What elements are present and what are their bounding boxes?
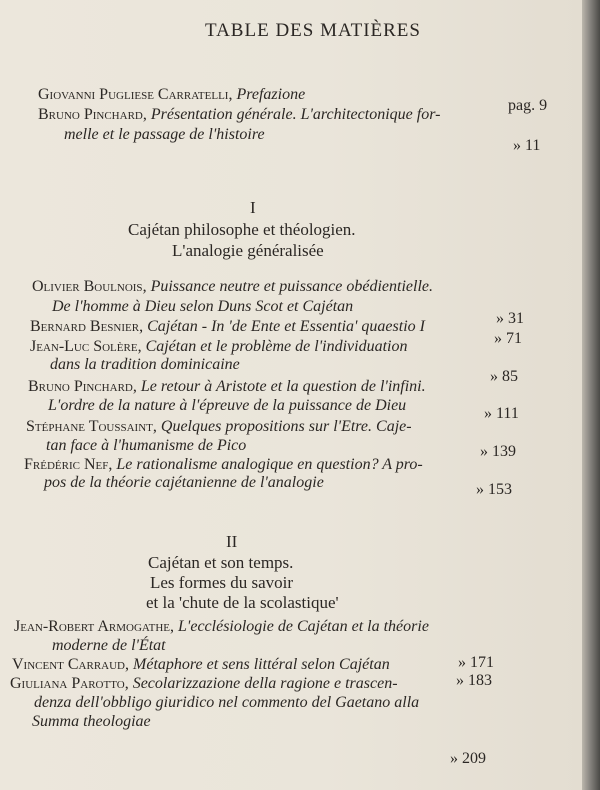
section-heading: et la 'chute de la scolastique' — [146, 593, 339, 612]
entry-title-cont: Summa theologiae — [32, 713, 151, 730]
section-heading: Les formes du savoir — [150, 573, 294, 592]
toc-entry: Bruno Pinchard, Le retour à Aristote et la question de l'infini. — [28, 378, 426, 395]
entry-title: L'ecclésiologie de Cajétan et la théorie — [178, 618, 429, 635]
section-heading: Cajétan et son temps. — [148, 553, 294, 572]
entry-title-cont: moderne de l'État — [52, 637, 166, 654]
entry-title: Cajétan - In 'de Ente et Essentia' quaestio I — [147, 318, 425, 335]
entry-title-cont: De l'homme à Dieu selon Duns Scot et Cajétan — [52, 298, 354, 315]
entry-author: Jean-Luc Solère — [30, 338, 138, 355]
entry-author: Vincent Carraud — [12, 656, 126, 673]
toc-entry: Giuliana Parotto, Secolarizzazione della ragione e trascen- — [10, 675, 398, 692]
entry-author: Giuliana Parotto — [10, 675, 125, 692]
page-number: » 183 — [456, 672, 492, 689]
page-number: » 171 — [458, 654, 494, 671]
page-number: pag. 9 — [508, 97, 548, 114]
toc-entry: Jean-Luc Solère, Cajétan et le problème de l'individuation — [30, 338, 408, 355]
entry-title-cont: melle et le passage de l'histoire — [64, 126, 265, 143]
entry-title-cont: denza dell'obbligo giuridico nel commento del Gaetano alla — [34, 694, 420, 711]
toc-entry: Jean-Robert Armogathe, L'ecclésiologie de Cajétan et la théorie — [14, 618, 429, 635]
entry-title: Cajétan et le problème de l'individuation — [145, 338, 408, 355]
entry-author: Bruno Pinchard — [38, 106, 143, 123]
page-number: » 111 — [484, 405, 519, 422]
page-edge — [582, 0, 600, 790]
page-number: » 139 — [480, 443, 516, 460]
toc-entry: Vincent Carraud, Métaphore et sens littéral selon Cajétan — [12, 656, 390, 673]
toc-entry: Bernard Besnier, Cajétan - In 'de Ente et Essentia' quaestio I — [30, 318, 425, 335]
page-number: » 71 — [494, 330, 522, 347]
section-heading: Cajétan philosophe et théologien. — [128, 220, 356, 239]
entry-author: Stéphane Toussaint — [26, 418, 153, 435]
entry-author: Olivier Boulnois — [32, 278, 143, 295]
entry-author: Bruno Pinchard — [28, 378, 133, 395]
entry-title: Métaphore et sens littéral selon Cajétan — [133, 656, 390, 673]
entry-title: Puissance neutre et puissance obédientielle. — [150, 278, 433, 295]
entry-title: Le retour à Aristote et la question de l'infini. — [140, 378, 426, 395]
section-heading: L'analogie généralisée — [172, 241, 324, 260]
section-numeral: II — [226, 532, 238, 551]
entry-title-cont: tan face à l'humanisme de Pico — [46, 437, 247, 454]
entry-author: Bernard Besnier — [30, 318, 140, 335]
toc-entry: Olivier Boulnois, Puissance neutre et puissance obédientielle. — [32, 278, 433, 295]
entry-title: Quelques propositions sur l'Etre. Caje- — [160, 418, 412, 435]
section-numeral: I — [250, 198, 256, 217]
entry-title: Présentation générale. L'architectonique for- — [150, 106, 441, 123]
entry-title-cont: dans la tradition dominicaine — [50, 356, 240, 373]
page-title: TABLE DES MATIÈRES — [205, 20, 421, 41]
page-number: » 11 — [513, 137, 541, 154]
toc-entry: Giovanni Pugliese Carratelli, Prefazione — [38, 86, 306, 103]
page-number: » 85 — [490, 368, 518, 385]
toc-entry: Frédéric Nef, Le rationalisme analogique en question? A pro- — [24, 456, 423, 473]
page-number: » 31 — [496, 310, 524, 327]
entry-author: Giovanni Pugliese Carratelli — [38, 86, 229, 103]
entry-author: Jean-Robert Armogathe — [14, 618, 171, 635]
page-number: » 153 — [476, 481, 512, 498]
entry-author: Frédéric Nef — [24, 456, 109, 473]
entry-title-cont: pos de la théorie cajétanienne de l'analogie — [44, 474, 324, 491]
page-number: » 209 — [450, 750, 486, 767]
toc-entry: Bruno Pinchard, Présentation générale. L'architectonique for- — [38, 106, 441, 123]
entry-title: Le rationalisme analogique en question? A pro- — [116, 456, 423, 473]
toc-entry: Stéphane Toussaint, Quelques propositions sur l'Etre. Caje- — [26, 418, 412, 435]
entry-title-cont: L'ordre de la nature à l'épreuve de la puissance de Dieu — [48, 397, 407, 414]
entry-title: Prefazione — [236, 86, 306, 103]
entry-title: Secolarizzazione della ragione e trascen- — [132, 675, 398, 692]
